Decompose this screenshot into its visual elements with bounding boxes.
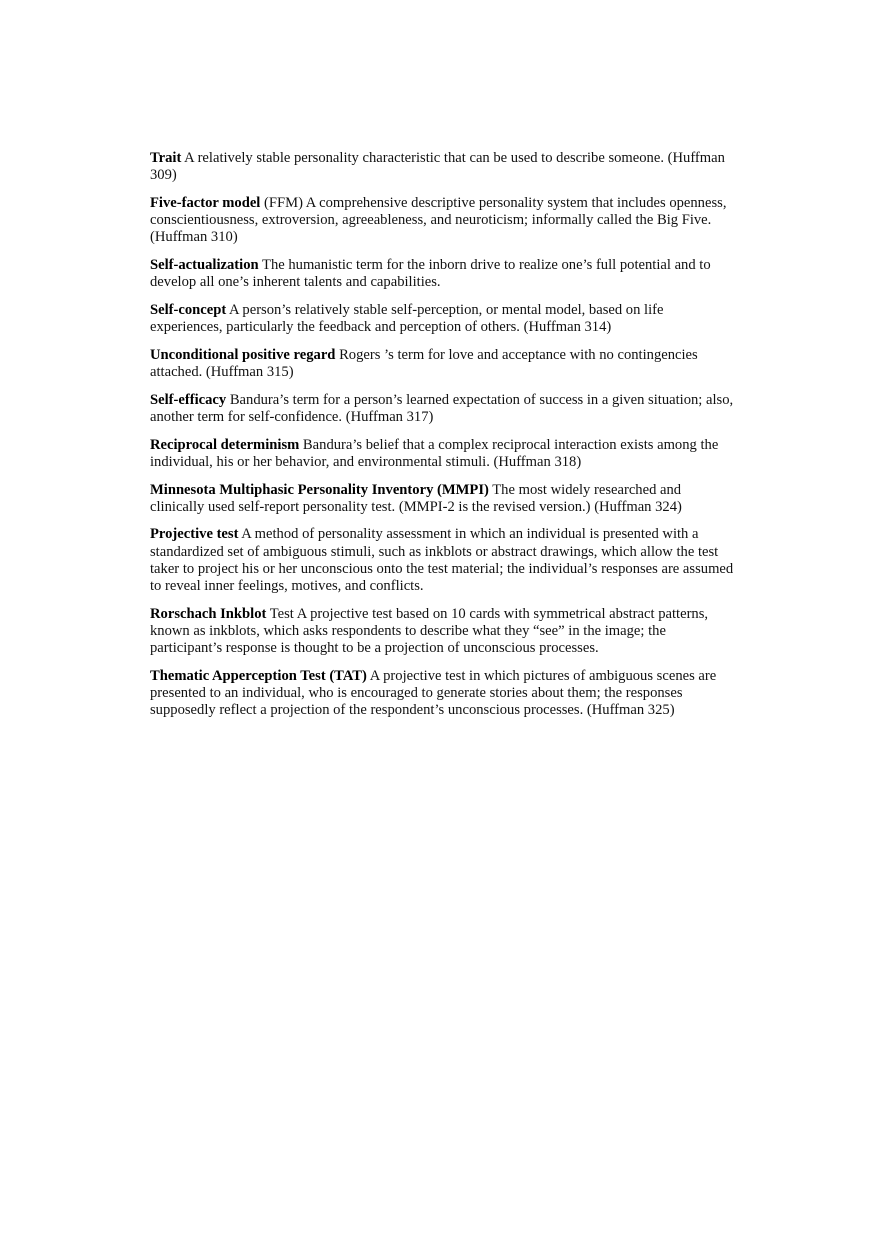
glossary-term: Five-factor model (150, 194, 261, 211)
glossary-definition: Bandura’s belief that a complex reciprocal interaction exists among the individual, his or her behavior, and environmental stimuli. (Huffman 318) (150, 436, 719, 470)
glossary-term: Self-concept (150, 301, 227, 318)
glossary-term: Trait (150, 150, 182, 166)
glossary-entry-five-factor-model (150, 195, 734, 247)
glossary-entry-tat (150, 668, 734, 720)
glossary-definition: Rogers ’s term for love and acceptance with no contingencies attached. (Huffman 315) (150, 346, 698, 381)
glossary-term: Unconditional positive regard (150, 346, 336, 363)
glossary-entry-unconditional-positive-regard (150, 347, 734, 381)
glossary-term: Rorschach Inkblot (150, 605, 267, 622)
glossary-definition: A relatively stable personality characteristic that can be used to describe someone. (Huffman 309) (150, 150, 725, 184)
glossary-term: Self-efficacy (150, 391, 227, 408)
glossary-definition: Bandura’s term for a person’s learned expectation of success in a given situation; also, another term for self-confidence. (Huffman 317) (150, 391, 734, 425)
glossary-term: Thematic Apperception Test (TAT) (150, 667, 367, 684)
glossary-definition: Test A projective test based on 10 cards with symmetrical abstract patterns, known as inkblots, which asks respondents to describe what they “see” in the image; the participant’s response is thought to be a projection of unconscious processes. (150, 605, 709, 657)
glossary-definition: A projective test in which pictures of ambiguous scenes are presented to an individual, who is encouraged to generate stories about them; the responses supposedly reflect a projection of the respondent’s unconscious processes. (Huffman 325) (150, 667, 717, 719)
glossary-term: Projective test (150, 526, 239, 543)
glossary-entry-self-actualization (150, 257, 734, 291)
glossary-entry-trait (150, 150, 734, 184)
glossary-definition: A method of personality assessment in which an individual is presented with a standardized set of ambiguous stimuli, such as inkblots or abstract drawings, which allow the test taker to project his or her unconscious onto the test material; the individual’s responses are assumed to reveal inner feelings, motives, and conflicts. (150, 526, 734, 595)
glossary-entry-self-concept (150, 302, 734, 336)
glossary-definition: The humanistic term for the inborn drive to realize one’s full potential and to develop all one’s inherent talents and capabilities. (150, 257, 711, 291)
glossary-term: Self-actualization (150, 257, 259, 274)
glossary-entry-rorschach-inkblot (150, 606, 734, 658)
glossary-entry-projective-test (150, 526, 734, 595)
glossary-definition: A person’s relatively stable self-perception, or mental model, based on life experiences, particularly the feedback and perception of others. (Huffman 314) (150, 301, 664, 336)
glossary-definition: (FFM) A comprehensive descriptive personality system that includes openness, conscientiousness, extroversion, agreeableness, and neuroticism; informally called the Big Five. (Huffman 310) (150, 194, 727, 246)
glossary-entry-reciprocal-determinism (150, 437, 734, 471)
glossary-list (150, 150, 734, 730)
glossary-entry-self-efficacy (150, 392, 734, 426)
glossary-entry-mmpi (150, 482, 734, 516)
glossary-term: Minnesota Multiphasic Personality Inventory (MMPI) (150, 481, 489, 498)
glossary-definition: The most widely researched and clinically used self-report personality test. (MMPI-2 is the revised version.) (Huffman 324) (150, 481, 682, 515)
glossary-term: Reciprocal determinism (150, 436, 300, 453)
